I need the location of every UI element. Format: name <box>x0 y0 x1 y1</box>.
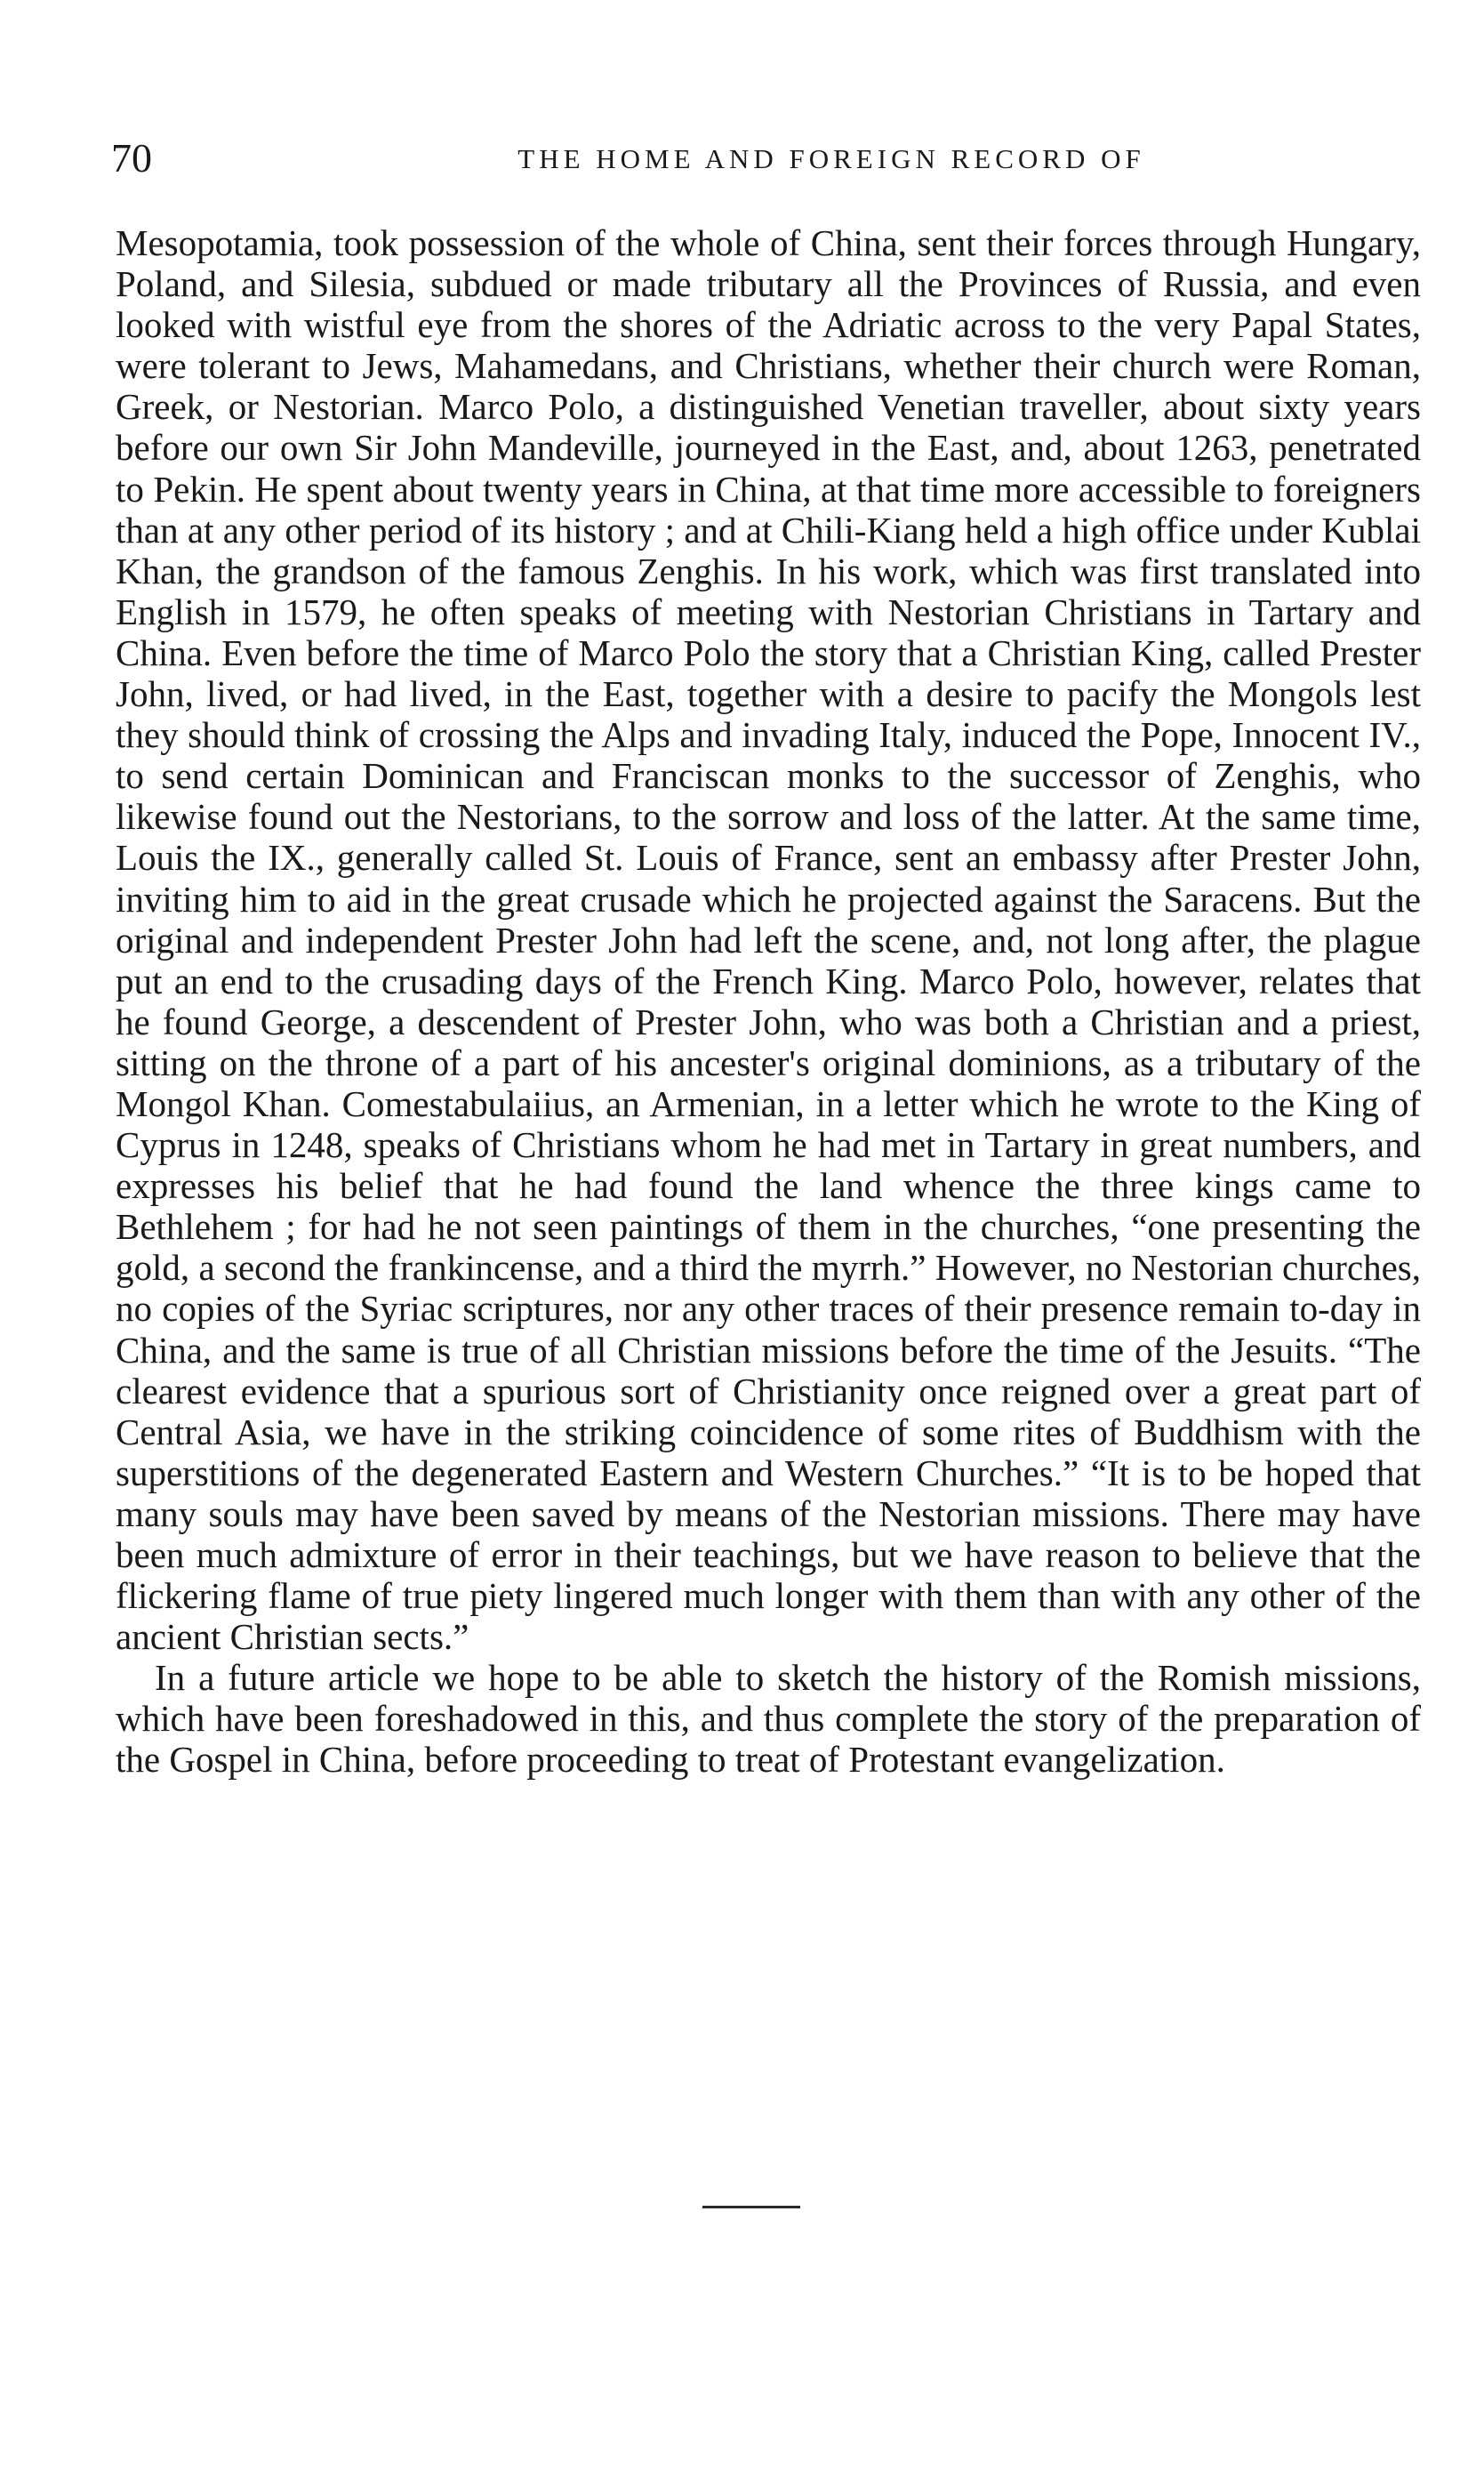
paragraph-continued: Mesopotamia, took possession of the whole of China, sent their forces through Hungary, Poland, and Silesia, subdued or made tributary all the Provinces of Russia, and even looked with wistful eye from the shores of the Adriatic across to the very Papal States, were tolerant to Jews, Mahamedans, and Christians, whether their church were Roman, Greek, or Nestorian. Marco Polo, a distinguished Venetian traveller, about sixty years before our own Sir John Mandeville, journeyed in the East, and, about 1263, penetrated to Pekin. He spent about twenty years in China, at that time more accessible to foreigners than at any other period of its history ; and at Chili-Kiang held a high office under Kublai Khan, the grandson of the famous Zenghis. In his work, which was first translated into English in 1579, he often speaks of meeting with Nestorian Christians in Tartary and China. Even before the time of Marco Polo the story that a Christian King, called Prester John, lived, or had lived, in the East, together with a desire to pacify the Mongols lest they should think of crossing the Alps and invading Italy, induced the Pope, Innocent IV., to send certain Dominican and Franciscan monks to the successor of Zenghis, who likewise found out the Nestorians, to the sorrow and loss of the latter. At the same time, Louis the IX., generally called St. Louis of France, sent an embassy after Prester John, inviting him to aid in the great crusade which he projected against the Saracens. But the original and independent Prester John had left the scene, and, not long after, the plague put an end to the crusading days of the French King. Marco Polo, however, relates that he found George, a descendent of Prester John, who was both a Christian and a priest, sitting on the throne of a part of his ancester's original dominions, as a tributary of the Mongol Khan. Comestabulaiius, an Armenian, in a letter which he wrote to the King of Cyprus in 1248, speaks of Christians whom he had met in Tartary in great numbers, and expresses his belief that he had found the land whence the three kings came to Bethlehem ; for had he not seen paintings of them in the churches, “one presenting the gold, a second the frankincense, and a third the myrrh.” However, no Nestorian churches, no copies of the Syriac scriptures, nor any other traces of their presence remain to-day in China, and the same is true of all Christian missions before the time of the Jesuits. “The clearest evidence that a spurious sort of Christianity once reigned over a great part of Central Asia, we have in the striking coincidence of some rites of Buddhism with the superstitions of the degenerated Eastern and Western Churches.” “It is to be hoped that many souls may have been saved by means of the Nestorian missions. There may have been much admixture of error in their teachings, but we have reason to believe that the flickering flame of true piety lingered much longer with them than with any other of the ancient Christian sects.” <box>116 222 1421 1658</box>
section-end-rule <box>702 2206 800 2208</box>
article-body <box>116 222 1421 1781</box>
page-number: 70 <box>111 135 152 181</box>
running-head: THE HOME AND FOREIGN RECORD OF <box>517 143 1145 174</box>
page-header <box>111 132 1418 185</box>
paragraph-closing: In a future article we hope to be able to sketch the history of the Romish missions, which have been foreshadowed in this, and thus complete the story of the preparation of the Gospel in China, before proceeding to treat of Protestant evangelization. <box>116 1657 1421 1781</box>
